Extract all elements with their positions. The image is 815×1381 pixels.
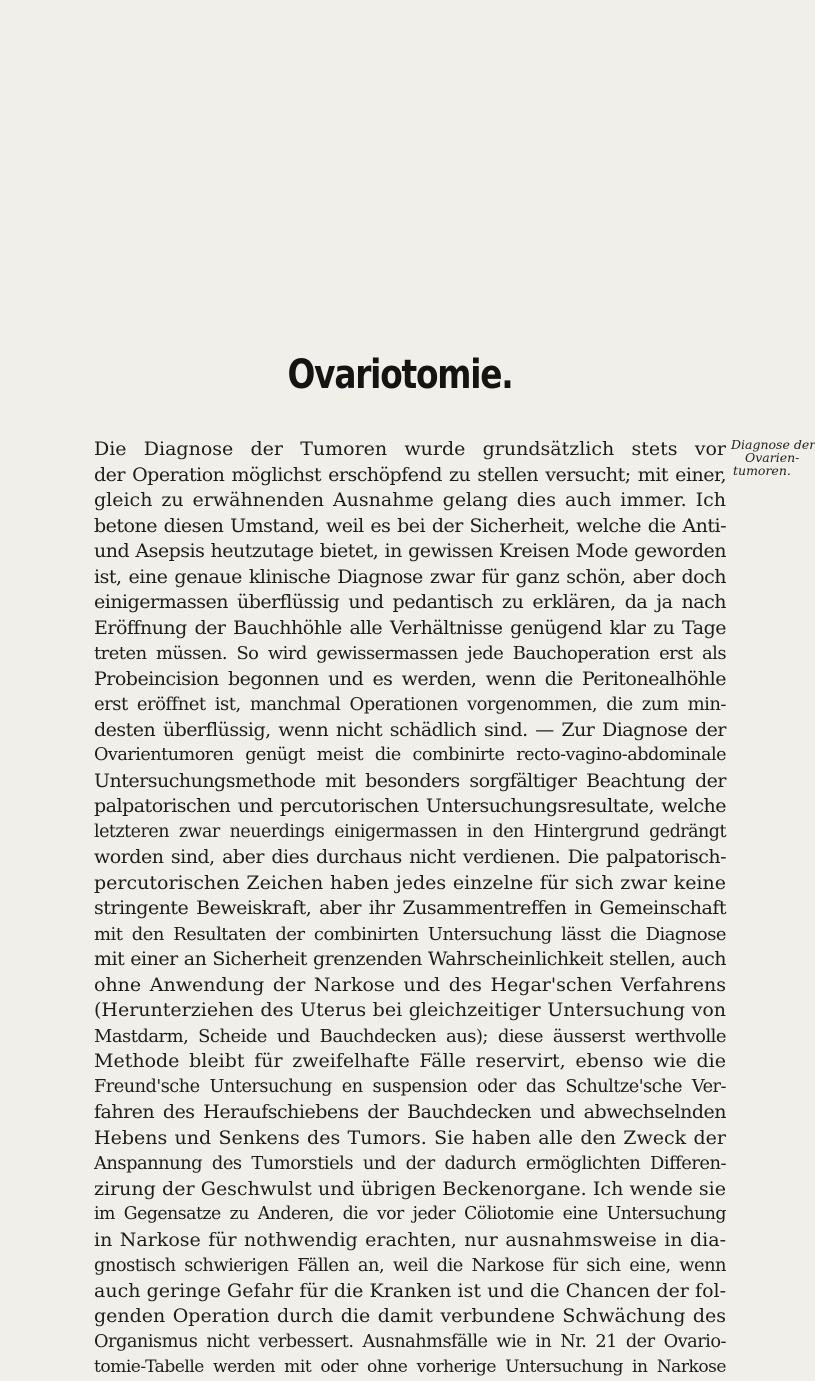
text-line: und Asepsis heutzutage bietet, in gewissen Kreisen Mode geworden <box>94 540 726 562</box>
text-line: mit einer an Sicherheit grenzenden Wahrscheinlichkeit stellen, auch <box>94 948 726 970</box>
text-line: Untersuchungsmethode mit besonders sorgfältiger Beachtung der <box>94 769 726 792</box>
text-line: percutorischen Zeichen haben jedes einzelne für sich zwar keine <box>94 871 726 894</box>
page-title: Ovariotomie. <box>287 352 513 398</box>
text-line: zirung der Geschwulst und übrigen Beckenorgane. Ich wende sie <box>94 1177 726 1200</box>
text-line: Methode bleibt für zweifelhafte Fälle reservirt, ebenso wie die <box>94 1050 726 1072</box>
text-line: letzteren zwar neuerdings einigermassen in den Hintergrund gedrängt <box>94 821 726 842</box>
text-line: (Herunterziehen des Uterus bei gleichzeitiger Untersuchung von <box>94 999 726 1021</box>
text-line: erst eröffnet ist, manchmal Operationen vorgenommen, die zum min- <box>94 694 726 715</box>
text-line: Mastdarm, Scheide und Bauchdecken aus); diese äusserst werthvolle <box>94 1025 726 1047</box>
text-line: Anspannung des Tumorstiels und der dadurch ermöglichten Differen- <box>94 1153 726 1174</box>
text-line: palpatorischen und percutorischen Untersuchungsresultate, welche <box>94 795 726 817</box>
text-line: Organismus nicht verbessert. Ausnahmsfälle wie in Nr. 21 der Ovario- <box>94 1331 726 1352</box>
text-line: Die Diagnose der Tumoren wurde grundsätzlich stets vor <box>94 438 726 460</box>
text-line: ist, eine genaue klinische Diagnose zwar für ganz schön, aber doch <box>94 565 726 588</box>
text-line: genden Operation durch die damit verbundene Schwächung des <box>94 1305 726 1327</box>
text-line: im Gegensatze zu Anderen, die vor jeder Cöliotomie eine Untersuchung <box>94 1204 726 1224</box>
text-line: Eröffnung der Bauchhöhle alle Verhältnisse genügend klar zu Tage <box>94 616 726 639</box>
margin-note-line-3: tumoren. <box>733 463 791 478</box>
text-line: auch geringe Gefahr für die Kranken ist und die Chancen der fol- <box>94 1279 726 1302</box>
margin-note <box>731 437 815 478</box>
text-line: worden sind, aber dies durchaus nicht verdienen. Die palpatorisch- <box>94 846 726 868</box>
text-line: stringente Beweiskraft, aber ihr Zusammentreffen in Gemeinschaft <box>94 897 726 919</box>
text-line: Hebens und Senkens des Tumors. Sie haben alle den Zweck der <box>94 1126 726 1149</box>
text-line: fahren des Heraufschiebens der Bauchdecken und abwechselnden <box>94 1101 726 1123</box>
text-line: gleich zu erwähnenden Ausnahme gelang dies auch immer. Ich <box>94 489 726 511</box>
text-line: Ovarientumoren genügt meist die combinirte recto-vagino-abdominale <box>94 745 726 765</box>
margin-note-line-1: Diagnose der <box>731 437 815 452</box>
text-line: mit den Resultaten der combinirten Untersuchung lässt die Diagnose <box>94 923 726 945</box>
text-line: Freund'sche Untersuchung en suspension oder das Schultze'sche Ver- <box>94 1076 726 1097</box>
body-paragraph <box>94 437 726 1381</box>
margin-note-line-2: Ovarien- <box>745 450 800 465</box>
text-line: einigermassen überflüssig und pedantisch zu erklären, da ja nach <box>94 591 726 613</box>
text-line: treten müssen. So wird gewissermassen jede Bauchoperation erst als <box>94 643 726 664</box>
text-line: ohne Anwendung der Narkose und des Hegar'schen Verfahrens <box>94 973 726 996</box>
text-line: Probeincision begonnen und es werden, wenn die Peritonealhöhle <box>94 667 726 690</box>
text-line: tomie-Tabelle werden mit oder ohne vorherige Untersuchung in Narkose <box>94 1357 726 1377</box>
text-line: desten überflüssig, wenn nicht schädlich sind. — Zur Diagnose der <box>94 718 726 741</box>
text-line: gnostisch schwierigen Fällen an, weil die Narkose für sich eine, wenn <box>94 1255 726 1276</box>
text-line: in Narkose für nothwendig erachten, nur ausnahmsweise in dia- <box>94 1228 726 1251</box>
text-line: betone diesen Umstand, weil es bei der Sicherheit, welche die Anti- <box>94 514 726 537</box>
text-line: der Operation möglichst erschöpfend zu stellen versucht; mit einer, <box>94 463 726 486</box>
